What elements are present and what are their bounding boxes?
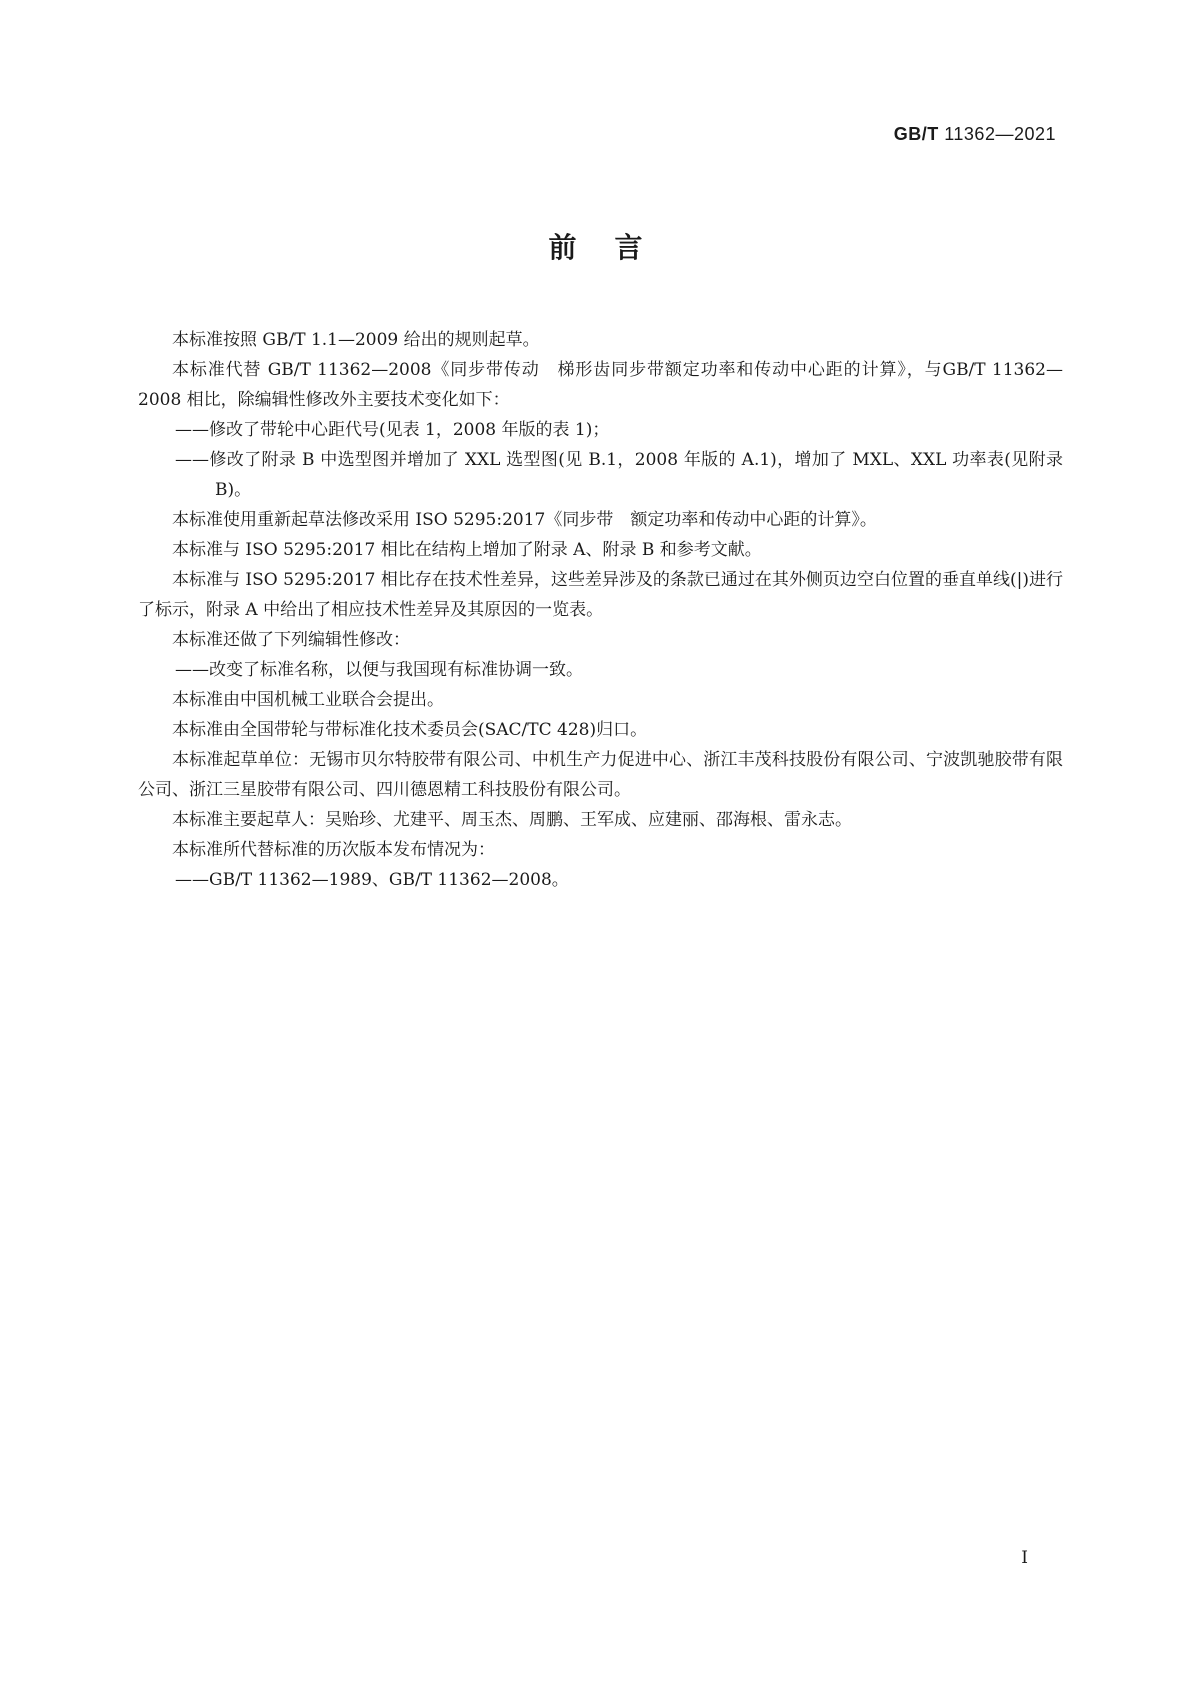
standard-code-number: 11362—2021 bbox=[944, 124, 1056, 144]
standard-code bbox=[894, 124, 1056, 145]
paragraph-proposer: 本标准由中国机械工业联合会提出。 bbox=[172, 690, 444, 710]
paragraph-drafters: 本标准主要起草人：吴贻珍、尤建平、周玉杰、周鹏、王军成、应建丽、邵海根、雷永志。 bbox=[172, 810, 852, 830]
paragraph-editorial: 本标准还做了下列编辑性修改： bbox=[172, 630, 410, 650]
page-title: 前言 bbox=[548, 231, 681, 264]
list-item-editorial-1: ——改变了标准名称，以便与我国现有标准协调一致。 bbox=[175, 660, 583, 680]
paragraph-drafting-rules: 本标准按照 GB/T 1.1—2009 给出的规则起草。 bbox=[172, 330, 540, 350]
page-number: I bbox=[1021, 1548, 1028, 1568]
paragraph-structure: 本标准与 ISO 5295:2017 相比在结构上增加了附录 A、附录 B 和参考文献。 bbox=[172, 540, 762, 560]
paragraph-adoption: 本标准使用重新起草法修改采用 ISO 5295:2017《同步带 额定功率和传动中心距的计算》。 bbox=[172, 510, 877, 530]
foreword-body bbox=[138, 325, 1063, 895]
paragraph-replaces: 本标准代替 GB/T 11362—2008《同步带传动 梯形齿同步带额定功率和传动中心距的计算》，与GB/T 11362—2008 相比，除编辑性修改外主要技术变化如下： bbox=[138, 360, 1063, 410]
paragraph-technical-differences: 本标准与 ISO 5295:2017 相比存在技术性差异，这些差异涉及的条款已通过在其外侧页边空白位置的垂直单线(|)进行了标示，附录 A 中给出了相应技术性差异及其原因的一览表。 bbox=[138, 570, 1063, 620]
paragraph-history: 本标准所代替标准的历次版本发布情况为： bbox=[172, 840, 495, 860]
list-item-history-1: ——GB/T 11362—1989、GB/T 11362—2008。 bbox=[175, 870, 569, 890]
standard-code-prefix: GB/T bbox=[893, 124, 939, 144]
list-item-change-2: ——修改了附录 B 中选型图并增加了 XXL 选型图(见 B.1，2008 年版的 A.1)，增加了 MXL、XXL 功率表(见附录 B)。 bbox=[175, 450, 1063, 500]
paragraph-committee: 本标准由全国带轮与带标准化技术委员会(SAC/TC 428)归口。 bbox=[172, 720, 648, 740]
list-item-change-1: ——修改了带轮中心距代号(见表 1，2008 年版的表 1)； bbox=[175, 420, 610, 440]
paragraph-drafting-units: 本标准起草单位：无锡市贝尔特胶带有限公司、中机生产力促进中心、浙江丰茂科技股份有限公司、宁波凯驰胶带有限公司、浙江三星胶带有限公司、四川德恩精工科技股份有限公司。 bbox=[138, 750, 1063, 800]
